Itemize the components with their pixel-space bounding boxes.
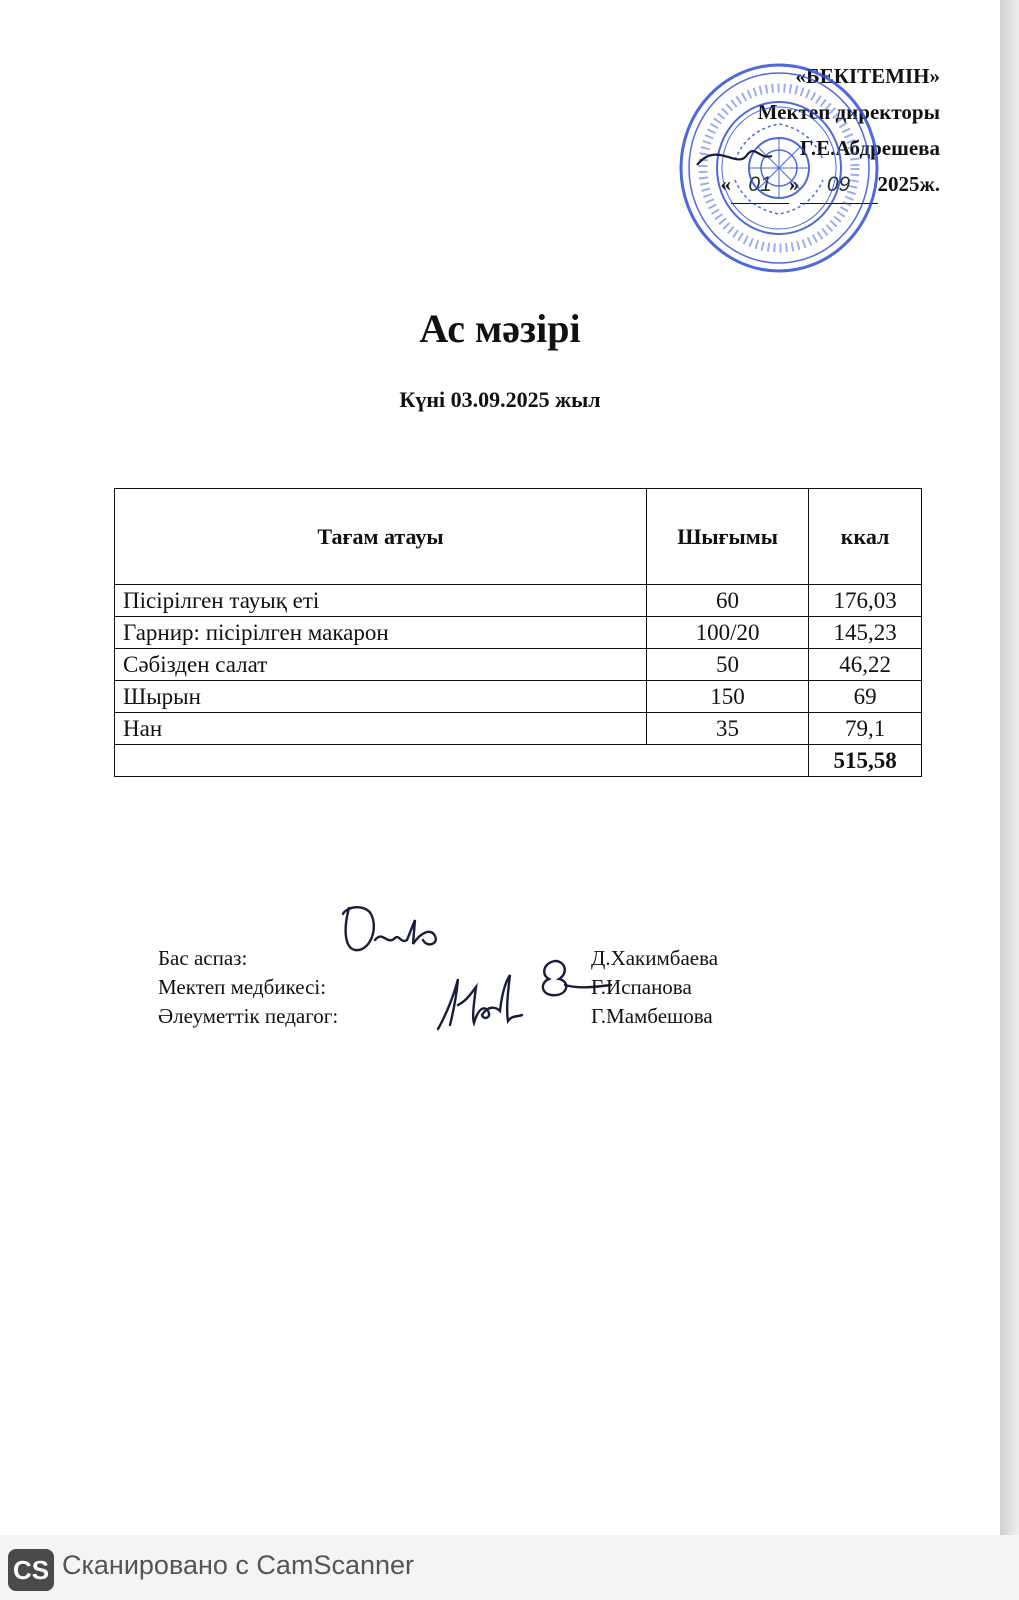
- approval-block: [670, 58, 940, 204]
- table-row: [115, 617, 922, 649]
- approval-signer: Г.Е.Абдрешева: [799, 136, 940, 160]
- approval-date-close: »: [789, 172, 800, 196]
- camscanner-logo-icon: CS: [8, 1549, 54, 1591]
- approval-position: Мектеп директоры: [757, 100, 940, 124]
- dish-name: Пісірілген тауық еті: [115, 585, 647, 617]
- menu-table: [114, 488, 922, 777]
- signer-name: Г.Мамбешова: [591, 1004, 713, 1028]
- signers-block: [158, 944, 758, 1031]
- camscanner-watermark-text: Сканировано с CamScanner: [62, 1550, 415, 1580]
- table-row: [115, 649, 922, 681]
- table-row: [115, 585, 922, 617]
- scanner-footer: [0, 1535, 1019, 1600]
- approval-date-day: 01: [731, 167, 789, 204]
- table-header-row: [115, 489, 922, 585]
- table-total-row: [115, 745, 922, 777]
- dish-output: 60: [646, 585, 808, 617]
- dish-name: Гарнир: пісірілген макарон: [115, 617, 647, 649]
- dish-output: 150: [646, 681, 808, 713]
- signer-role: Мектеп медбикесі:: [158, 975, 327, 999]
- dish-kcal: 145,23: [809, 617, 922, 649]
- dish-output: 100/20: [646, 617, 808, 649]
- approval-date-open: «: [720, 172, 732, 196]
- header-dish-name: Тағам атауы: [115, 489, 647, 585]
- total-kcal: 515,58: [809, 745, 922, 777]
- header-kcal: ккал: [809, 489, 922, 585]
- dish-output: 50: [646, 649, 808, 681]
- table-row: [115, 713, 922, 745]
- dish-kcal: 79,1: [809, 713, 922, 745]
- dish-kcal: 176,03: [809, 585, 922, 617]
- approval-date-month: 09: [800, 167, 878, 204]
- page-title: Ас мәзірі: [419, 306, 581, 351]
- signer-name: Д.Хакимбаева: [591, 946, 719, 970]
- signer-name: Г.Испанова: [591, 975, 692, 999]
- dish-kcal: 69: [809, 681, 922, 713]
- approval-date: [670, 166, 940, 204]
- signer-row: [158, 1002, 758, 1031]
- approval-date-year: 2025ж.: [877, 172, 940, 196]
- dish-name: Нан: [115, 713, 647, 745]
- page-edge: [1000, 0, 1019, 1535]
- dish-output: 35: [646, 713, 808, 745]
- date-line: Күні 03.09.2025 жыл: [399, 387, 601, 412]
- total-empty-cell: [115, 745, 809, 777]
- dish-name: Сәбізден салат: [115, 649, 647, 681]
- table-row: [115, 681, 922, 713]
- signer-row: [158, 944, 758, 973]
- signer-row: [158, 973, 758, 1002]
- signer-role: Бас аспаз:: [158, 946, 248, 970]
- dish-name: Шырын: [115, 681, 647, 713]
- signer-role: Әлеуметтік педагог:: [158, 1004, 339, 1028]
- header-output: Шығымы: [646, 489, 808, 585]
- dish-kcal: 46,22: [809, 649, 922, 681]
- approval-title: «БЕКІТЕМІН»: [795, 64, 940, 88]
